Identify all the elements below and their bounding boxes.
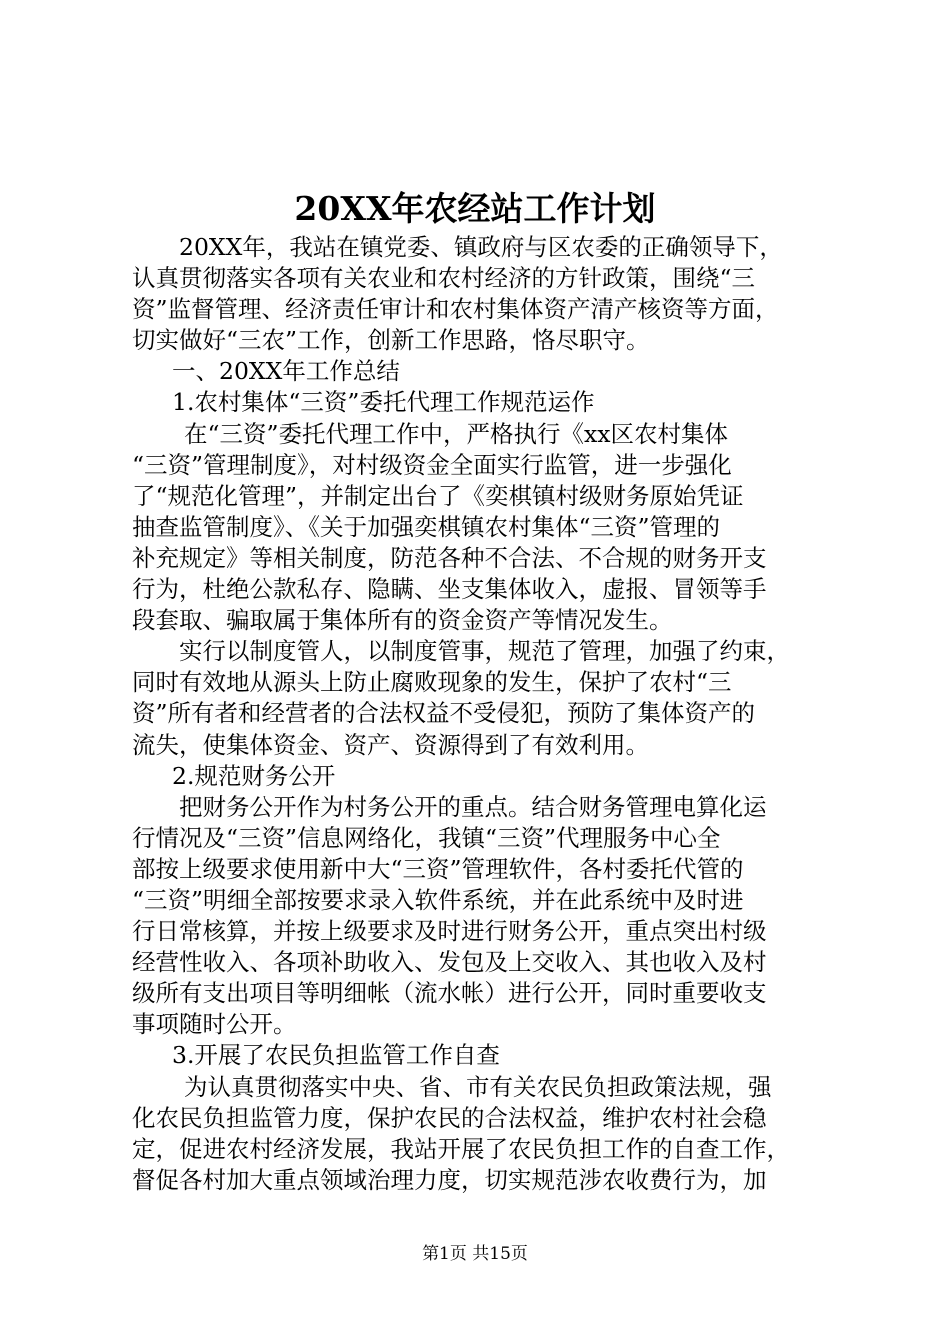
text-line: 同时有效地从源头上防止腐败现象的发生，保护了农村“三 (132, 668, 732, 697)
text-line: 行情况及“三资”信息网络化，我镇“三资”代理服务中心全 (132, 823, 721, 852)
text-line: 级所有支出项目等明细帐（流水帐）进行公开，同时重要收支 (132, 979, 767, 1008)
text-line: 为认真贯彻落实中央、省、市有关农民负担政策法规，强 (184, 1072, 772, 1101)
text-line: 经营性收入、各项补助收入、发包及上交收入、其也收入及村 (132, 948, 767, 977)
text-line: 认真贯彻落实各项有关农业和农村经济的方针政策，围绕“三 (132, 264, 756, 293)
text-line: 段套取、骗取属于集体所有的资金资产等情况发生。 (132, 606, 673, 635)
text-line: 在“三资”委托代理工作中，严格执行《xx区农村集体 (184, 419, 729, 448)
text-line: 督促各村加大重点领域治理力度，切实规范涉农收费行为，加 (132, 1165, 767, 1194)
text-line: 化农民负担监管力度，保护农民的合法权益，维护农村社会稳 (132, 1103, 767, 1132)
text-line: 资”所有者和经营者的合法权益不受侵犯，预防了集体资产的 (132, 699, 756, 728)
text-line: 补充规定》等相关制度，防范各种不合法、不合规的财务开支 (132, 543, 767, 572)
document-title: 20XX年农经站工作计划 (294, 189, 656, 228)
text-line: 流失，使集体资金、资产、资源得到了有效利用。 (132, 730, 649, 759)
document-body (132, 232, 834, 1196)
text-line: 实行以制度管人，以制度管事，规范了管理，加强了约束， (179, 637, 790, 666)
text-line: 事项随时公开。 (132, 1010, 297, 1039)
text-line: 抽查监管制度》、《关于加强奕棋镇农村集体“三资”管理的 (132, 512, 721, 541)
text-line: “三资”明细全部按要求录入软件系统，并在此系统中及时进 (132, 885, 744, 914)
text-line: 行日常核算，并按上级要求及时进行财务公开，重点突出村级 (132, 917, 767, 946)
text-line: 部按上级要求使用新中大“三资”管理软件，各村委托代管的 (132, 854, 744, 883)
text-line: 3.开展了农民负担监管工作自查 (172, 1041, 500, 1070)
text-line: 20XX年，我站在镇党委、镇政府与区农委的正确领导下， (179, 233, 783, 261)
text-line: 切实做好“三农”工作，创新工作思路，恪尽职守。 (132, 326, 650, 355)
text-line: 了“规范化管理”，并制定出台了《奕棋镇村级财务原始凭证 (132, 481, 744, 510)
text-line: 资”监督管理、经济责任审计和农村集体资产清产核资等方面， (132, 295, 779, 324)
text-line: 1.农村集体“三资”委托代理工作规范运作 (172, 388, 595, 417)
text-line: 把财务公开作为村务公开的重点。结合财务管理电算化运 (179, 792, 767, 821)
text-line: 行为，杜绝公款私存、隐瞒、坐支集体收入，虚报、冒领等手 (132, 575, 767, 604)
text-line: “三资”管理制度》，对村级资金全面实行监管，进一步强化 (132, 450, 732, 479)
text-line: 一、20XX年工作总结 (172, 357, 400, 386)
page-footer: 第1页 共15页 (422, 1244, 528, 1264)
text-line: 定，促进农村经济发展，我站开展了农民负担工作的自查工作， (132, 1134, 790, 1163)
text-line: 2.规范财务公开 (172, 761, 336, 790)
